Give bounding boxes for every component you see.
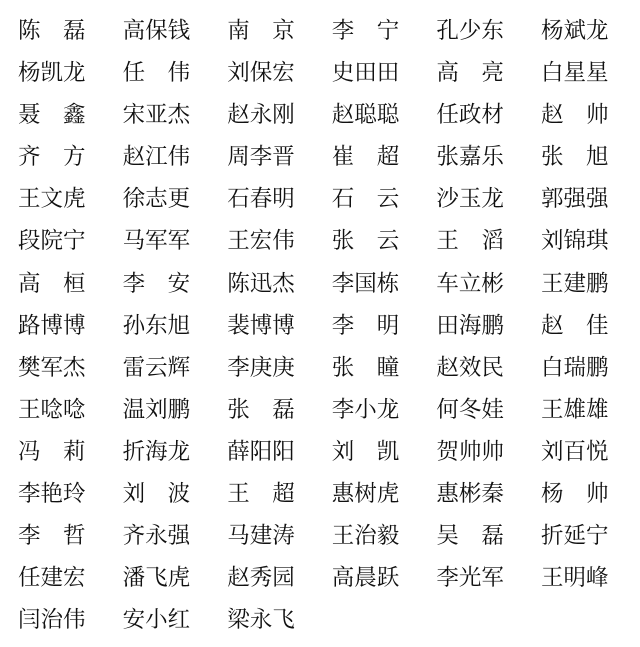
name-entry: 杨斌龙 xyxy=(540,18,609,44)
name-entry: 惠树虎 xyxy=(331,481,400,508)
name-entry: 雷云辉 xyxy=(122,354,191,381)
name-entry: 何冬娃 xyxy=(436,396,504,423)
name-entry: 任建宏 xyxy=(18,565,86,592)
name-entry: 李小龙 xyxy=(331,396,400,423)
name-entry: 高晨跃 xyxy=(331,565,400,592)
name-entry: 王唸唸 xyxy=(18,396,86,423)
name-entry: 南 京 xyxy=(227,18,295,44)
name-entry: 聂 鑫 xyxy=(18,102,86,129)
name-entry: 陈迅杰 xyxy=(227,270,295,297)
name-entry: 马军军 xyxy=(122,228,191,255)
name-entry: 王治毅 xyxy=(331,523,400,550)
name-entry: 沙玉龙 xyxy=(436,186,504,213)
name-entry: 赵 佳 xyxy=(540,312,609,339)
name-entry: 冯 莉 xyxy=(18,438,86,465)
name-entry: 李 宁 xyxy=(331,18,400,44)
name-entry: 郭强强 xyxy=(540,186,609,213)
name-entry: 王宏伟 xyxy=(227,228,295,255)
name-entry: 裴博博 xyxy=(227,312,295,339)
name-entry: 樊军杰 xyxy=(18,354,86,381)
name-entry: 安小红 xyxy=(122,607,191,634)
name-entry: 周李晋 xyxy=(227,144,295,171)
name-entry: 赵江伟 xyxy=(122,144,191,171)
name-entry: 杨凯龙 xyxy=(18,60,86,87)
name-entry: 闫治伟 xyxy=(18,607,86,634)
name-entry: 李 安 xyxy=(122,270,191,297)
name-entry: 赵永刚 xyxy=(227,102,295,129)
name-entry: 折延宁 xyxy=(540,523,609,550)
name-entry: 惠彬秦 xyxy=(436,481,504,508)
name-entry: 马建涛 xyxy=(227,523,295,550)
name-entry: 高 桓 xyxy=(18,270,86,297)
name-entry: 白星星 xyxy=(540,60,609,87)
name-entry: 赵 帅 xyxy=(540,102,609,129)
name-entry: 李国栋 xyxy=(331,270,400,297)
name-entry: 薛阳阳 xyxy=(227,438,295,465)
name-entry: 吴 磊 xyxy=(436,523,504,550)
name-entry: 刘保宏 xyxy=(227,60,295,87)
name-entry: 张 旭 xyxy=(540,144,609,171)
name-entry: 李艳玲 xyxy=(18,481,86,508)
name-entry: 王 超 xyxy=(227,481,295,508)
name-entry: 王明峰 xyxy=(540,565,609,592)
name-entry: 刘 凯 xyxy=(331,438,400,465)
name-entry: 贺帅帅 xyxy=(436,438,504,465)
name-entry: 王雄雄 xyxy=(540,396,609,423)
name-entry: 李庚庚 xyxy=(227,354,295,381)
name-entry: 车立彬 xyxy=(436,270,504,297)
name-entry: 齐 方 xyxy=(18,144,86,171)
name-entry: 石 云 xyxy=(331,186,400,213)
name-entry: 齐永强 xyxy=(122,523,191,550)
name-entry: 陈 磊 xyxy=(18,18,86,44)
name-entry: 任 伟 xyxy=(122,60,191,87)
name-entry: 梁永飞 xyxy=(227,607,295,634)
name-entry: 宋亚杰 xyxy=(122,102,191,129)
name-entry: 史田田 xyxy=(331,60,400,87)
name-entry: 王 滔 xyxy=(436,228,504,255)
name-entry: 张 磊 xyxy=(227,396,295,423)
name-entry: 任政材 xyxy=(436,102,504,129)
name-entry: 张嘉乐 xyxy=(436,144,504,171)
name-entry: 李光军 xyxy=(436,565,504,592)
name-entry: 路博博 xyxy=(18,312,86,339)
name-entry: 折海龙 xyxy=(122,438,191,465)
name-entry: 白瑞鹏 xyxy=(540,354,609,381)
name-entry: 孙东旭 xyxy=(122,312,191,339)
name-entry: 田海鹏 xyxy=(436,312,504,339)
name-entry: 刘 波 xyxy=(122,481,191,508)
name-entry: 李 哲 xyxy=(18,523,86,550)
name-entry: 张 瞳 xyxy=(331,354,400,381)
name-entry: 王文虎 xyxy=(18,186,86,213)
name-entry: 高保钱 xyxy=(122,18,191,44)
name-entry: 杨 帅 xyxy=(540,481,609,508)
name-entry: 赵秀园 xyxy=(227,565,295,592)
name-entry: 赵聪聪 xyxy=(331,102,400,129)
name-entry: 石春明 xyxy=(227,186,295,213)
name-entry: 潘飞虎 xyxy=(122,565,191,592)
name-entry: 徐志更 xyxy=(122,186,191,213)
name-entry: 张 云 xyxy=(331,228,400,255)
name-entry: 刘锦琪 xyxy=(540,228,609,255)
name-entry: 孔少东 xyxy=(436,18,504,44)
name-entry: 崔 超 xyxy=(331,144,400,171)
name-entry: 王建鹏 xyxy=(540,270,609,297)
name-entry: 李 明 xyxy=(331,312,400,339)
name-entry: 刘百悦 xyxy=(540,438,609,465)
name-entry: 赵效民 xyxy=(436,354,504,381)
name-entry: 温刘鹏 xyxy=(122,396,191,423)
name-entry: 高 亮 xyxy=(436,60,504,87)
name-entry: 段院宁 xyxy=(18,228,86,255)
